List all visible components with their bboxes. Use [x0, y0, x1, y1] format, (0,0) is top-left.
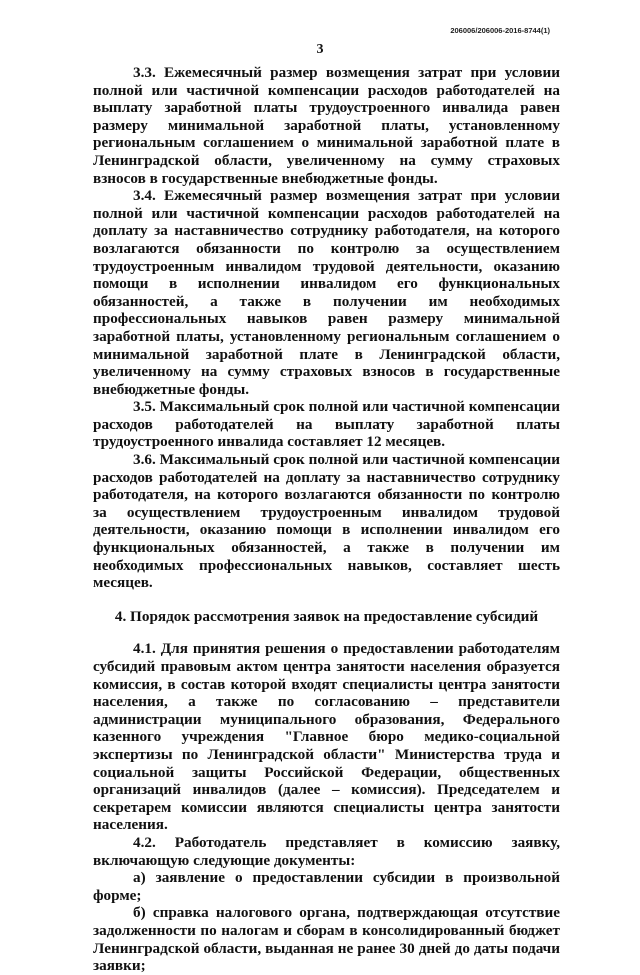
list-item-a: а) заявление о предоставлении субсидии в произвольной форме; [93, 869, 560, 904]
paragraph-3-4: 3.4. Ежемесячный размер возмещения затрат при условии полной или частичной компенсации расходов работодателей на доплату за наставничество сотруднику работодателя, на которого возлагаются обязанности по контролю за осуществлением трудоустроенным инвалидом трудовой деятельности, оказанию помощи в исполнении инвалидом его функциональных обязанностей, а также в получении им необходимых профессиональных навыков равен размеру минимальной заработной платы, установленному региональным соглашением о минимальной заработной плате в Ленинградской области, увеличенному на сумму страховых взносов в государственные внебюджетные фонды. [93, 187, 560, 398]
section-4-heading: 4. Порядок рассмотрения заявок на предоставление субсидий [114, 607, 539, 625]
list-item-b: б) справка налогового органа, подтверждающая отсутствие задолженности по налогам и сборам в консолидированный бюджет Ленинградской области, выданная не ранее 30 дней до даты подачи заявки; [93, 904, 560, 975]
document-id: 206006/206006-2016-8744(1) [450, 26, 550, 35]
document-body [93, 64, 560, 975]
paragraph-4-1: 4.1. Для принятия решения о предоставлении работодателям субсидий правовым актом центра занятости населения образуется комиссия, в состав которой входят специалисты центра занятости населения, а также по согласованию – представители администрации муниципального образования, Федерального казенного учреждения "Главное бюро медико-социальной экспертизы по Ленинградской области" Министерства труда и социальной защиты Российской Федерации, общественных организаций инвалидов (далее – комиссия). Председателем и секретарем комиссии являются специалисты центра занятости населения. [93, 640, 560, 834]
page-number: 3 [316, 42, 324, 57]
paragraph-3-3: 3.3. Ежемесячный размер возмещения затрат при условии полной или частичной компенсации расходов работодателей на выплату заработной платы трудоустроенного инвалида равен размеру минимальной заработной платы, установленному региональным соглашением о минимальной заработной плате в Ленинградской области, увеличенному на сумму страховых взносов в государственные внебюджетные фонды. [93, 64, 560, 187]
paragraph-3-5: 3.5. Максимальный срок полной или частичной компенсации расходов работодателей на выплату заработной платы трудоустроенного инвалида составляет 12 месяцев. [93, 398, 560, 451]
paragraph-4-2: 4.2. Работодатель представляет в комиссию заявку, включающую следующие документы: [93, 833, 560, 869]
paragraph-3-6: 3.6. Максимальный срок полной или частичной компенсации расходов работодателей на доплату за наставничество сотруднику работодателя, на которого возлагаются обязанности по контролю за осуществлением трудоустроенным инвалидом трудовой деятельности, оказанию помощи в исполнении инвалидом его функциональных обязанностей, а также в получении им необходимых профессиональных навыков, составляет шесть месяцев. [93, 451, 560, 592]
